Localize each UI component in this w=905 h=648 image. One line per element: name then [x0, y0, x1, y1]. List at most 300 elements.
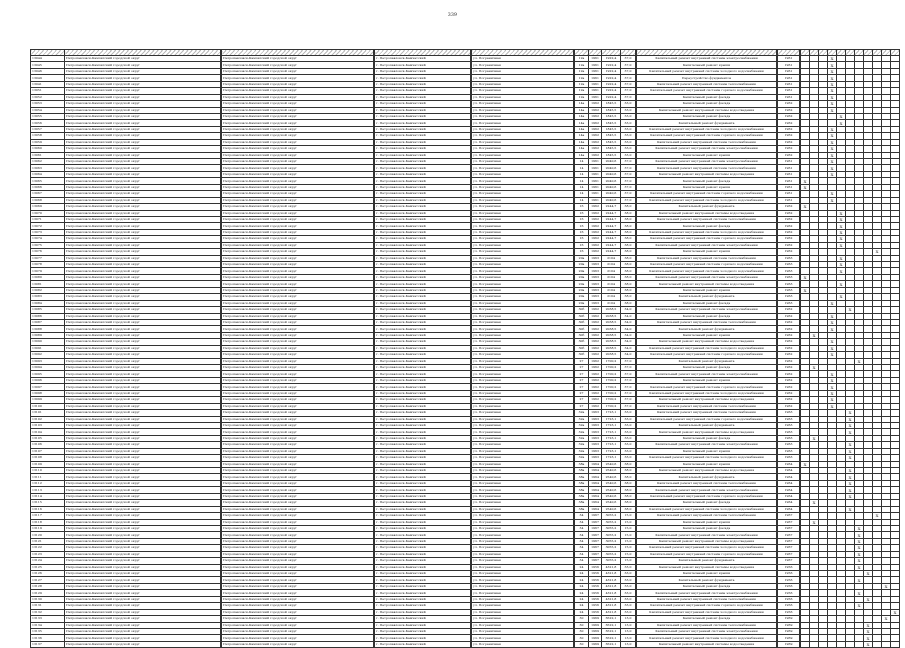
area-cell: 2104	[602, 262, 621, 268]
repair-work-cell: Капитальный ремонт внутренней системы горячего водоснабжения	[637, 416, 777, 422]
area-cell: 3055,2	[602, 538, 621, 544]
build-year-cell: 1962	[589, 384, 602, 390]
repair-work-cell: Капитальный ремонт крыши	[637, 332, 777, 338]
wear-percent-cell: 37,0	[621, 365, 636, 371]
municipality-cell: Петропавловск-Камчатский городской округ	[65, 532, 221, 538]
municipality-cell: Петропавловск-Камчатский городской округ	[65, 641, 221, 647]
area-cell: 1922,4	[602, 68, 621, 74]
repair-work-cell: Капитальный ремонт внутренней системы холодного водоснабжения	[637, 68, 777, 74]
area-cell: 1922,4	[602, 56, 621, 62]
street-cell: ул. Пограничная	[472, 294, 574, 300]
municipality-cell: Петропавловск-Камчатский городской округ	[65, 474, 221, 480]
settlement-cell: Петропавловск-Камчатский городской округ	[222, 107, 374, 113]
settlement-cell: Петропавловск-Камчатский городской округ	[222, 204, 374, 210]
settlement-cell: Петропавловск-Камчатский городской округ	[222, 371, 374, 377]
street-cell: ул. Пограничная	[472, 564, 574, 570]
settlement-cell: Петропавловск-Камчатский городской округ	[222, 435, 374, 441]
row-number: 13075	[31, 242, 65, 248]
build-year-cell: 1956	[589, 596, 602, 602]
repair-work-cell: Капитальный ремонт внутренней системы холодного водоснабжения	[637, 635, 777, 641]
area-cell: 2540,6	[602, 474, 621, 480]
wear-percent-cell: 38,0	[621, 274, 636, 280]
repair-work-cell: Капитальный ремонт внутренней системы электроснабжения	[637, 56, 777, 62]
row-number: 13087	[31, 319, 65, 325]
city-cell: г. Петропавловск-Камчатский	[375, 184, 471, 190]
street-cell: ул. Пограничная	[472, 422, 574, 428]
municipality-cell: Петропавловск-Камчатский городской округ	[65, 403, 221, 409]
street-cell: ул. Пограничная	[472, 152, 574, 158]
house-number-cell: 14	[575, 184, 589, 190]
row-number: 13049	[31, 75, 65, 81]
settlement-cell: Петропавловск-Камчатский городской округ	[222, 429, 374, 435]
wear-percent-cell: 37,0	[621, 191, 636, 197]
build-year-cell: 1962	[589, 113, 602, 119]
row-number: 13135	[31, 628, 65, 634]
wear-percent-cell: 33,0	[621, 442, 636, 448]
area-cell: 2038,5	[602, 345, 621, 351]
period-mark-cell: X	[828, 75, 837, 81]
settlement-cell: Петропавловск-Камчатский городской округ	[222, 468, 374, 474]
build-year-cell: 1962	[589, 229, 602, 235]
settlement-cell: Петропавловск-Камчатский городской округ	[222, 455, 374, 461]
city-cell: г. Петропавловск-Камчатский	[375, 628, 471, 634]
settlement-cell: Петропавловск-Камчатский городской округ	[222, 641, 374, 647]
row-number: 13126	[31, 571, 65, 577]
period-mark-cell: X	[864, 641, 873, 647]
city-cell: г. Петропавловск-Камчатский	[375, 101, 471, 107]
wear-percent-cell: 33,0	[621, 571, 636, 577]
row-number: 13137	[31, 641, 65, 647]
municipality-cell: Петропавловск-Камчатский городской округ	[65, 68, 221, 74]
row-number: 13105	[31, 435, 65, 441]
house-number-cell: 14	[575, 165, 589, 171]
street-cell: ул. Пограничная	[472, 332, 574, 338]
row-number: 13132	[31, 609, 65, 615]
period-mark-cell: X	[828, 390, 837, 396]
row-number: 13116	[31, 506, 65, 512]
build-year-cell: 1962	[589, 133, 602, 139]
house-number-cell: 34	[575, 525, 589, 531]
wear-percent-cell: 38,0	[621, 474, 636, 480]
row-number: 13060	[31, 146, 65, 152]
city-cell: г. Петропавловск-Камчатский	[375, 236, 471, 242]
municipality-cell: Петропавловск-Камчатский городской округ	[65, 583, 221, 589]
wear-percent-cell: 15,0	[621, 545, 636, 551]
municipality-cell: Петропавловск-Камчатский городской округ	[65, 622, 221, 628]
settlement-cell: Петропавловск-Камчатский городской округ	[222, 513, 374, 519]
period-mark-cell: X	[846, 468, 855, 474]
settlement-cell: Петропавловск-Камчатский городской округ	[222, 56, 374, 62]
area-cell: 1845,5	[602, 139, 621, 145]
city-cell: г. Петропавловск-Камчатский	[375, 641, 471, 647]
wear-percent-cell: 37,0	[621, 62, 636, 68]
settlement-cell: Петропавловск-Камчатский городской округ	[222, 525, 374, 531]
house-number-cell: 27	[575, 365, 589, 371]
house-number-cell: 12а	[575, 56, 589, 62]
build-year-cell: 1963	[589, 422, 602, 428]
street-cell: ул. Пограничная	[472, 461, 574, 467]
repair-work-cell: Капитальный ремонт крыши	[637, 461, 777, 467]
row-number: 13092	[31, 352, 65, 358]
street-cell: ул. Пограничная	[472, 403, 574, 409]
area-cell: 1922,4	[602, 81, 621, 87]
settlement-cell: Петропавловск-Камчатский городской округ	[222, 236, 374, 242]
period-cell: 1964	[778, 480, 800, 486]
area-cell: 4321,8	[602, 583, 621, 589]
period-mark-cell: X	[810, 519, 819, 525]
city-cell: г. Петропавловск-Камчатский	[375, 461, 471, 467]
build-year-cell: 1962	[589, 204, 602, 210]
settlement-cell: Петропавловск-Камчатский городской округ	[222, 493, 374, 499]
period-mark-cell	[837, 641, 846, 647]
repair-work-cell: Капитальный ремонт внутренней системы водоотведения	[637, 468, 777, 474]
period-cell: 1961	[778, 62, 800, 68]
period-mark-cell: X	[828, 146, 837, 152]
area-cell: 3055,2	[602, 532, 621, 538]
period-mark-cell: X	[828, 171, 837, 177]
street-cell: ул. Пограничная	[472, 596, 574, 602]
period-mark-cell: X	[828, 403, 837, 409]
area-cell: 2244,7	[602, 204, 621, 210]
period-mark-cell: X	[846, 307, 855, 313]
city-cell: г. Петропавловск-Камчатский	[375, 519, 471, 525]
city-cell: г. Петропавловск-Камчатский	[375, 94, 471, 100]
repair-work-cell: Капитальный ремонт крыши	[637, 377, 777, 383]
build-year-cell: 1962	[589, 326, 602, 332]
house-number-cell: 38а	[575, 480, 589, 486]
row-number: 13098	[31, 390, 65, 396]
street-cell: ул. Пограничная	[472, 113, 574, 119]
build-year-cell: 1963	[589, 300, 602, 306]
municipality-cell: Петропавловск-Камчатский городской округ	[65, 268, 221, 274]
period-mark-cell: X	[846, 506, 855, 512]
municipality-cell: Петропавловск-Камчатский городской округ	[65, 216, 221, 222]
row-number: 13088	[31, 326, 65, 332]
city-cell: г. Петропавловск-Камчатский	[375, 532, 471, 538]
period-cell: 1969	[778, 628, 800, 634]
wear-percent-cell: 37,0	[621, 197, 636, 203]
wear-percent-cell: 13,0	[621, 616, 636, 622]
area-cell: 1723,1	[602, 410, 621, 416]
municipality-cell: Петропавловск-Камчатский городской округ	[65, 113, 221, 119]
municipality-cell: Петропавловск-Камчатский городской округ	[65, 513, 221, 519]
street-cell: ул. Пограничная	[472, 506, 574, 512]
build-year-cell: 1961	[589, 171, 602, 177]
city-cell: г. Петропавловск-Камчатский	[375, 307, 471, 313]
period-mark-cell: X	[828, 56, 837, 62]
area-cell: 3055,2	[602, 558, 621, 564]
wear-percent-cell: 33,0	[621, 564, 636, 570]
city-cell: г. Петропавловск-Камчатский	[375, 616, 471, 622]
period-cell: 1962	[778, 313, 800, 319]
settlement-cell: Петропавловск-Камчатский городской округ	[222, 113, 374, 119]
area-cell: 4321,8	[602, 596, 621, 602]
wear-percent-cell: 34,0	[621, 352, 636, 358]
street-cell: ул. Пограничная	[472, 178, 574, 184]
house-number-cell: 16	[575, 229, 589, 235]
wear-percent-cell: 33,0	[621, 133, 636, 139]
city-cell: г. Петропавловск-Камчатский	[375, 455, 471, 461]
build-year-cell: 1961	[589, 191, 602, 197]
street-cell: ул. Пограничная	[472, 133, 574, 139]
settlement-cell: Петропавловск-Камчатский городской округ	[222, 287, 374, 293]
area-cell: 2540,6	[602, 506, 621, 512]
house-number-cell: 14а	[575, 120, 589, 126]
city-cell: г. Петропавловск-Камчатский	[375, 216, 471, 222]
period-cell: 1967	[778, 551, 800, 557]
build-year-cell: 1963	[589, 287, 602, 293]
house-number-cell: 27	[575, 390, 589, 396]
house-number-cell: 16	[575, 210, 589, 216]
period-mark-cell: X	[828, 88, 837, 94]
period-mark-cell: X	[864, 628, 873, 634]
repair-work-cell: Капитальный ремонт внутренней системы горячего водоснабжения	[637, 133, 777, 139]
municipality-cell: Петропавловск-Камчатский городской округ	[65, 146, 221, 152]
repair-work-cell: Капитальный ремонт внутренней системы теплоснабжения	[637, 513, 777, 519]
repair-work-cell: Капитальный ремонт внутренней системы горячего водоснабжения	[637, 493, 777, 499]
period-mark-cell: X	[855, 538, 864, 544]
period-mark-cell	[801, 641, 810, 647]
municipality-cell: Петропавловск-Камчатский городской округ	[65, 62, 221, 68]
area-cell: 3055,2	[602, 545, 621, 551]
row-number: 13058	[31, 133, 65, 139]
house-number-cell: 38а	[575, 474, 589, 480]
repair-work-cell: Капитальный ремонт внутренней системы холодного водоснабжения	[637, 455, 777, 461]
period-cell: 1962	[778, 326, 800, 332]
city-cell: г. Петропавловск-Камчатский	[375, 62, 471, 68]
wear-percent-cell: 38,0	[621, 236, 636, 242]
row-number: 13125	[31, 564, 65, 570]
municipality-cell: Петропавловск-Камчатский городской округ	[65, 332, 221, 338]
wear-percent-cell: 33,0	[621, 455, 636, 461]
wear-percent-cell: 33,0	[621, 448, 636, 454]
table-row	[31, 641, 900, 647]
build-year-cell: 1963	[589, 281, 602, 287]
area-cell: 2040,6	[602, 165, 621, 171]
house-number-cell: 20а	[575, 300, 589, 306]
period-cell: 1964	[778, 500, 800, 506]
repair-work-cell: Капитальный ремонт внутренней системы электроснабжения	[637, 146, 777, 152]
row-number: 13077	[31, 255, 65, 261]
settlement-cell: Петропавловск-Камчатский городской округ	[222, 596, 374, 602]
period-mark-cell: X	[855, 358, 864, 364]
period-mark-cell: X	[828, 94, 837, 100]
build-year-cell: 1964	[589, 506, 602, 512]
period-cell: 1961	[778, 68, 800, 74]
period-mark-cell: X	[828, 133, 837, 139]
row-number: 13120	[31, 532, 65, 538]
row-number: 13122	[31, 545, 65, 551]
period-mark-cell	[846, 641, 855, 647]
repair-work-cell: Капитальный ремонт фундамента	[637, 358, 777, 364]
settlement-cell: Петропавловск-Камчатский городской округ	[222, 564, 374, 570]
city-cell: г. Петропавловск-Камчатский	[375, 339, 471, 345]
wear-percent-cell: 38,0	[621, 268, 636, 274]
street-cell: ул. Пограничная	[472, 448, 574, 454]
build-year-cell: 1962	[589, 332, 602, 338]
street-cell: ул. Пограничная	[472, 365, 574, 371]
wear-percent-cell: 37,0	[621, 390, 636, 396]
settlement-cell: Петропавловск-Камчатский городской округ	[222, 461, 374, 467]
settlement-cell: Петропавловск-Камчатский городской округ	[222, 390, 374, 396]
build-year-cell: 1956	[589, 583, 602, 589]
street-cell: ул. Пограничная	[472, 519, 574, 525]
period-cell: 1961	[778, 56, 800, 62]
house-number-cell: 32а	[575, 416, 589, 422]
house-number-cell: 27	[575, 371, 589, 377]
house-number-cell: 16	[575, 223, 589, 229]
row-number: 13099	[31, 397, 65, 403]
build-year-cell: 1964	[589, 487, 602, 493]
row-number: 13086	[31, 313, 65, 319]
period-mark-cell: X	[855, 577, 864, 583]
municipality-cell: Петропавловск-Камчатский городской округ	[65, 358, 221, 364]
wear-percent-cell: 38,0	[621, 294, 636, 300]
build-year-cell: 1962	[589, 307, 602, 313]
build-year-cell: 1961	[589, 75, 602, 81]
wear-percent-cell: 38,0	[621, 242, 636, 248]
period-cell: 1963	[778, 281, 800, 287]
municipality-cell: Петропавловск-Камчатский городской округ	[65, 242, 221, 248]
build-year-cell: 1967	[589, 558, 602, 564]
period-cell: 1963	[778, 294, 800, 300]
repair-work-cell: Капитальный ремонт внутренней системы электроснабжения	[637, 590, 777, 596]
settlement-cell: Петропавловск-Камчатский городской округ	[222, 480, 374, 486]
period-mark-cell: X	[846, 474, 855, 480]
municipality-cell: Петропавловск-Камчатский городской округ	[65, 307, 221, 313]
settlement-cell: Петропавловск-Камчатский городской округ	[222, 403, 374, 409]
area-cell: 1700,2	[602, 371, 621, 377]
period-mark-cell: X	[828, 159, 837, 165]
build-year-cell: 1964	[589, 474, 602, 480]
repair-work-cell: Капитальный ремонт внутренней системы электроснабжения	[637, 532, 777, 538]
city-cell: г. Петропавловск-Камчатский	[375, 506, 471, 512]
street-cell: ул. Пограничная	[472, 603, 574, 609]
period-mark-cell: X	[828, 101, 837, 107]
period-mark-cell: X	[837, 255, 846, 261]
house-number-cell: 16	[575, 236, 589, 242]
build-year-cell: 1962	[589, 339, 602, 345]
row-number: 13113	[31, 487, 65, 493]
settlement-cell: Петропавловск-Камчатский городской округ	[222, 68, 374, 74]
wear-percent-cell: 38,0	[621, 500, 636, 506]
repair-work-cell: Переустройство фундаментов	[637, 75, 777, 81]
city-cell: г. Петропавловск-Камчатский	[375, 493, 471, 499]
street-cell: ул. Пограничная	[472, 313, 574, 319]
house-number-cell: 12а	[575, 68, 589, 74]
row-number: 13061	[31, 152, 65, 158]
build-year-cell: 1962	[589, 210, 602, 216]
build-year-cell: 1962	[589, 397, 602, 403]
period-mark-cell: X	[828, 319, 837, 325]
row-number: 13102	[31, 416, 65, 422]
area-cell: 2244,7	[602, 223, 621, 229]
settlement-cell: Петропавловск-Камчатский городской округ	[222, 558, 374, 564]
repair-work-cell: Капитальный ремонт внутренней системы теплоснабжения	[637, 480, 777, 486]
settlement-cell: Петропавловск-Камчатский городской округ	[222, 545, 374, 551]
build-year-cell: 1961	[589, 88, 602, 94]
period-mark-cell: X	[846, 448, 855, 454]
city-cell: г. Петропавловск-Камчатский	[375, 416, 471, 422]
wear-percent-cell: 38,0	[621, 281, 636, 287]
street-cell: ул. Пограничная	[472, 622, 574, 628]
municipality-cell: Петропавловск-Камчатский городской округ	[65, 56, 221, 62]
row-number: 13074	[31, 236, 65, 242]
area-cell: 2244,7	[602, 216, 621, 222]
street-cell: ул. Пограничная	[472, 583, 574, 589]
house-number-cell: 38а	[575, 487, 589, 493]
build-year-cell: 1969	[589, 635, 602, 641]
row-number: 13044	[31, 56, 65, 62]
street-cell: ул. Пограничная	[472, 126, 574, 132]
settlement-cell: Петропавловск-Камчатский городской округ	[222, 616, 374, 622]
area-cell: 1723,1	[602, 422, 621, 428]
house-number-cell: 34	[575, 532, 589, 538]
city-cell: г. Петропавловск-Камчатский	[375, 487, 471, 493]
municipality-cell: Петропавловск-Камчатский городской округ	[65, 249, 221, 255]
row-number: 13103	[31, 422, 65, 428]
wear-percent-cell: 33,0	[621, 107, 636, 113]
street-cell: ул. Пограничная	[472, 435, 574, 441]
period-cell: 1962	[778, 319, 800, 325]
settlement-cell: Петропавловск-Камчатский городской округ	[222, 165, 374, 171]
build-year-cell: 1961	[589, 62, 602, 68]
build-year-cell: 1967	[589, 513, 602, 519]
repair-work-cell: Капитальный ремонт внутренней системы теплоснабжения	[637, 622, 777, 628]
wear-percent-cell: 33,0	[621, 139, 636, 145]
municipality-cell: Петропавловск-Камчатский городской округ	[65, 326, 221, 332]
wear-percent-cell: 13,0	[621, 641, 636, 647]
municipality-cell: Петропавловск-Камчатский городской округ	[65, 319, 221, 325]
house-number-cell: 30б	[575, 332, 589, 338]
area-cell: 2104	[602, 281, 621, 287]
street-cell: ул. Пограничная	[472, 487, 574, 493]
house-number-cell: 14	[575, 197, 589, 203]
period-cell: 1963	[778, 455, 800, 461]
house-number-cell: 14	[575, 178, 589, 184]
period-cell: 1967	[778, 532, 800, 538]
city-cell: г. Петропавловск-Камчатский	[375, 113, 471, 119]
build-year-cell: 1963	[589, 262, 602, 268]
street-cell: ул. Пограничная	[472, 397, 574, 403]
build-year-cell: 1961	[589, 94, 602, 100]
period-cell: 1962	[778, 345, 800, 351]
municipality-cell: Петропавловск-Камчатский городской округ	[65, 448, 221, 454]
row-number: 13071	[31, 216, 65, 222]
period-mark-cell: X	[855, 551, 864, 557]
wear-percent-cell: 33,0	[621, 429, 636, 435]
period-cell: 1962	[778, 146, 800, 152]
row-number: 13117	[31, 513, 65, 519]
wear-percent-cell: 38,0	[621, 262, 636, 268]
street-cell: ул. Пограничная	[472, 249, 574, 255]
period-cell: 1962	[778, 223, 800, 229]
period-mark-cell: X	[891, 609, 900, 615]
wear-percent-cell: 38,0	[621, 229, 636, 235]
wear-percent-cell: 38,0	[621, 223, 636, 229]
settlement-cell: Петропавловск-Камчатский городской округ	[222, 365, 374, 371]
period-mark-cell: X	[855, 545, 864, 551]
build-year-cell: 1964	[589, 461, 602, 467]
municipality-cell: Петропавловск-Камчатский городской округ	[65, 281, 221, 287]
build-year-cell: 1962	[589, 139, 602, 145]
period-cell: 1969	[778, 641, 800, 647]
period-mark-cell: X	[828, 62, 837, 68]
period-cell: 1967	[778, 545, 800, 551]
area-cell: 1845,5	[602, 113, 621, 119]
city-cell: г. Петропавловск-Камчатский	[375, 371, 471, 377]
build-year-cell: 1956	[589, 577, 602, 583]
